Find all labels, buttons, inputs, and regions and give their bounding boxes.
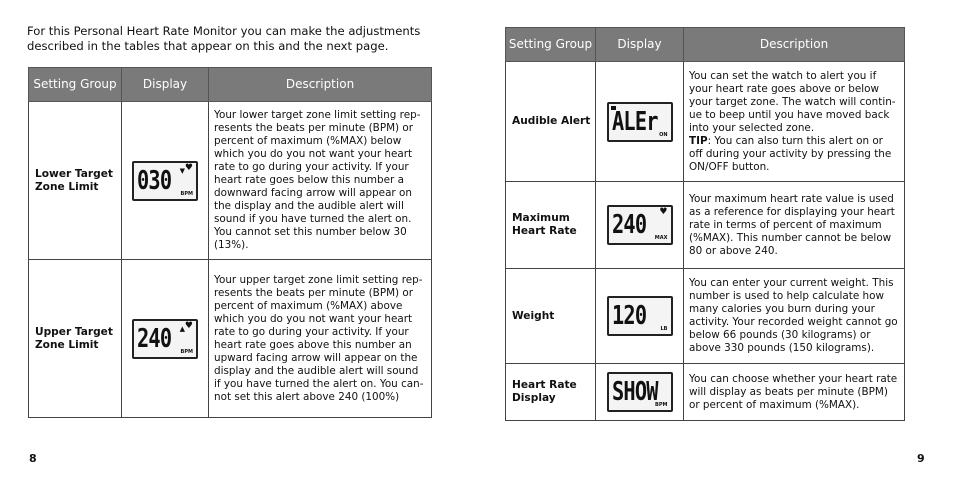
display-cell [596,269,684,364]
table-row [506,182,905,269]
lcd-unit: LB [660,326,668,332]
settings-table-right [505,27,905,421]
alert-description: You can set the watch to alert you if your heart rate goes above or below your target zone. The watch will contin- ue to beep until you have moved back into your selected zone. [689,69,896,134]
display-cell [596,62,684,182]
lcd-value: SHOW [611,377,658,407]
setting-group-max-heart-rate: Maximum Heart Rate [506,182,596,269]
lcd-value: 240 [137,323,172,354]
table-header-row [506,28,905,62]
table-row [506,364,905,421]
description-audible-alert [684,62,905,182]
display-cell [596,182,684,269]
lcd-value: ALEr [611,106,658,137]
intro-text: For this Personal Heart Rate Monitor you can make the adjustments described in the tables that appear on this and the next page. [27,24,421,53]
description-upper-target: Your upper target zone limit setting rep- resents the beats per minute (BPM) or percent of maximum (%MAX) above which you do you not want your heart rate to go during your activity. If your heart rate goes above this number an upward facing arrow will appear on the display and the audible alert will sound if you have turned the alert on. You can- not set this alert above 240 (100%) [209,260,432,418]
description-heart-rate-display: You can choose whether your heart rate will display as beats per minute (BPM) or percent of maximum (%MAX). [684,364,905,421]
table-row [506,269,905,364]
setting-group-audible-alert: Audible Alert [506,62,596,182]
description-max-heart-rate: Your maximum heart rate value is used as a reference for displaying your heart rate in terms of percent of maximum (%MAX). This number cannot be below 80 or above 240. [684,182,905,269]
heart-icon: ♥ [184,162,193,173]
page-number-right: 9 [917,452,925,465]
tip-text: : You can also turn this alert on or off during your activity by pressing the ON/OFF button. [689,134,892,173]
display-cell [122,260,209,418]
description-lower-target: Your lower target zone limit setting rep- resents the beats per minute (BPM) or percent of maximum (%MAX) below which you do you not want your heart rate to go during your activity. If your heart rate goes below this number a downward facing arrow will appear on the display and the audible alert will sound if you have turned the alert on. You cannot set this number below 30 (13%). [209,102,432,260]
setting-group-heart-rate-display: Heart Rate Display [506,364,596,421]
page-number-left: 8 [29,452,37,465]
table-header-row [29,68,432,102]
table-row [29,102,432,260]
lcd-display-show [607,372,673,412]
setting-group-upper-target: Upper Target Zone Limit [29,260,122,418]
lcd-value: 030 [137,165,172,196]
lcd-value: 240 [611,210,646,240]
down-arrow-icon: ▼ [179,166,185,175]
lcd-unit: MAX [654,235,668,241]
header-setting-group: Setting Group [29,68,122,102]
lcd-display-lower [132,161,198,201]
right-page [477,0,954,477]
table-row [29,260,432,418]
setting-group-weight: Weight [506,269,596,364]
lcd-unit: BPM [180,348,193,355]
display-cell [122,102,209,260]
lcd-display-weight [607,296,673,336]
lcd-display-alert [607,102,673,142]
header-description: Description [684,28,905,62]
header-display: Display [122,68,209,102]
lcd-unit: ON [659,131,668,138]
heart-icon: ♥ [184,320,193,331]
up-arrow-icon: ▲ [179,324,185,333]
setting-group-lower-target: Lower Target Zone Limit [29,102,122,260]
lcd-display-max [607,205,673,245]
description-weight: You can enter your current weight. This number is used to help calculate how many calories you burn during your activity. Your recorded weight cannot go below 66 pounds (30 kilograms) or above 330 pounds (150 kilograms). [684,269,905,364]
lcd-value: 120 [611,301,646,331]
header-description: Description [209,68,432,102]
display-cell [596,364,684,421]
header-display: Display [596,28,684,62]
heart-icon: ♥ [659,207,668,217]
lcd-unit: BPM [655,402,668,408]
tip-label: TIP [689,134,708,147]
settings-table-left [28,67,432,418]
table-row [506,62,905,182]
header-setting-group: Setting Group [506,28,596,62]
lcd-display-upper [132,319,198,359]
lcd-unit: BPM [180,190,193,197]
